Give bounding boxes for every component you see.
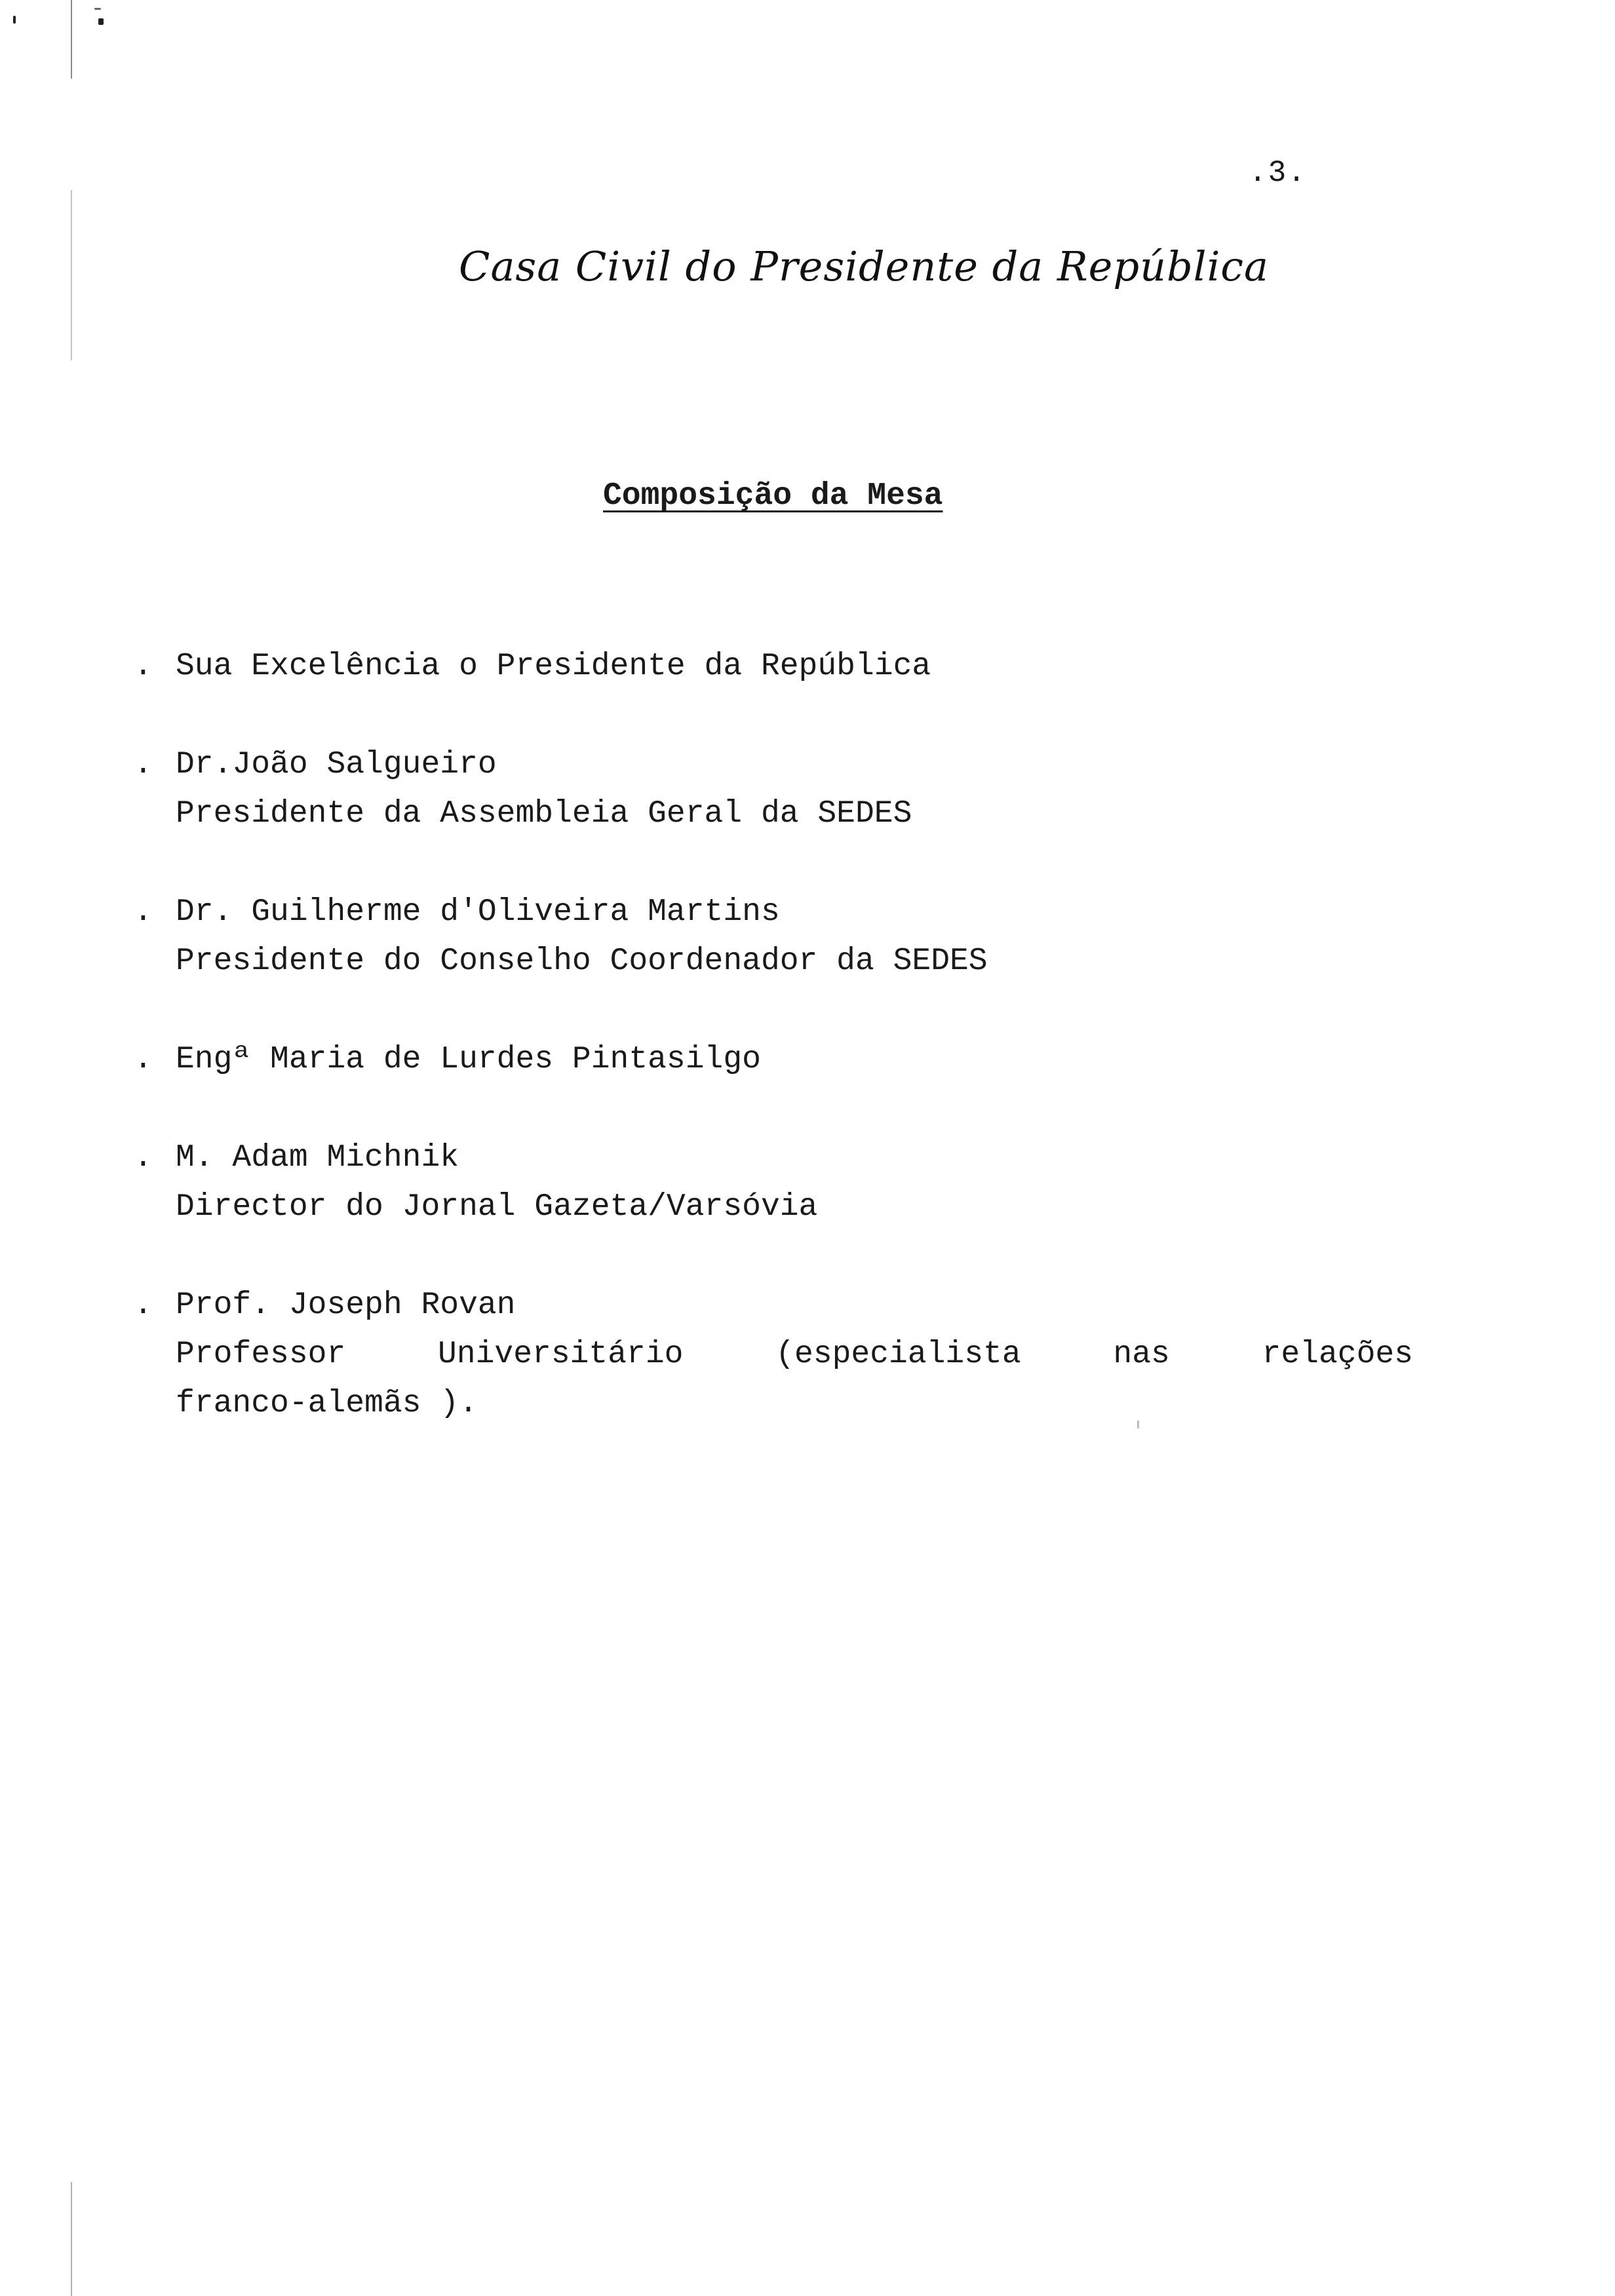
member-role-continued: franco-alemãs ). <box>176 1386 478 1421</box>
member-line <box>131 937 1442 986</box>
role-word: Universitário <box>437 1337 684 1372</box>
list-item <box>131 1035 1442 1084</box>
bullet: . <box>134 1042 153 1077</box>
scan-speck <box>94 8 101 10</box>
member-line <box>131 790 1442 839</box>
list-item <box>131 740 1442 839</box>
member-line <box>131 1183 1442 1232</box>
list-item <box>131 888 1442 986</box>
member-line <box>131 1281 1442 1330</box>
member-list <box>131 642 1442 1478</box>
bullet: . <box>134 747 153 782</box>
member-line <box>131 1379 1442 1428</box>
member-name: Engª Maria de Lurdes Pintasilgo <box>176 1042 761 1077</box>
member-name: Dr. Guilherme d'Oliveira Martins <box>176 894 780 930</box>
member-name: Sua Excelência o Presidente da República <box>176 649 931 684</box>
role-word: relações <box>1262 1337 1413 1372</box>
scan-speck <box>98 18 104 25</box>
member-role: Presidente do Conselho Coordenador da SEDES <box>176 944 988 979</box>
member-name: Prof. Joseph Rovan <box>176 1288 516 1323</box>
member-role-justified <box>176 1330 1413 1379</box>
scan-margin-line <box>71 0 72 79</box>
role-word: nas <box>1113 1337 1170 1372</box>
list-item <box>131 642 1442 691</box>
bullet: . <box>134 1288 153 1323</box>
list-item <box>131 1281 1442 1428</box>
member-role: Presidente da Assembleia Geral da SEDES <box>176 796 912 832</box>
role-word: (especialista <box>775 1337 1021 1372</box>
bullet: . <box>134 1140 153 1176</box>
member-role: Director do Jornal Gazeta/Varsóvia <box>176 1189 818 1225</box>
letterhead: Casa Civil do Presidente da República <box>459 242 1269 290</box>
scan-margin-line <box>71 2182 72 2296</box>
member-line <box>131 1134 1442 1183</box>
page-number: .3. <box>1249 156 1307 190</box>
list-item <box>131 1134 1442 1232</box>
member-name: M. Adam Michnik <box>176 1140 459 1176</box>
member-name: Dr.João Salgueiro <box>176 747 497 782</box>
member-line <box>131 888 1442 937</box>
scan-margin-line <box>71 190 72 360</box>
scan-speck <box>13 16 16 24</box>
bullet: . <box>134 894 153 930</box>
member-line <box>131 642 1442 691</box>
bullet: . <box>134 649 153 684</box>
document-title: Composição da Mesa <box>603 478 943 514</box>
member-line <box>131 740 1442 790</box>
member-line <box>131 1035 1442 1084</box>
role-word: Professor <box>176 1337 346 1372</box>
